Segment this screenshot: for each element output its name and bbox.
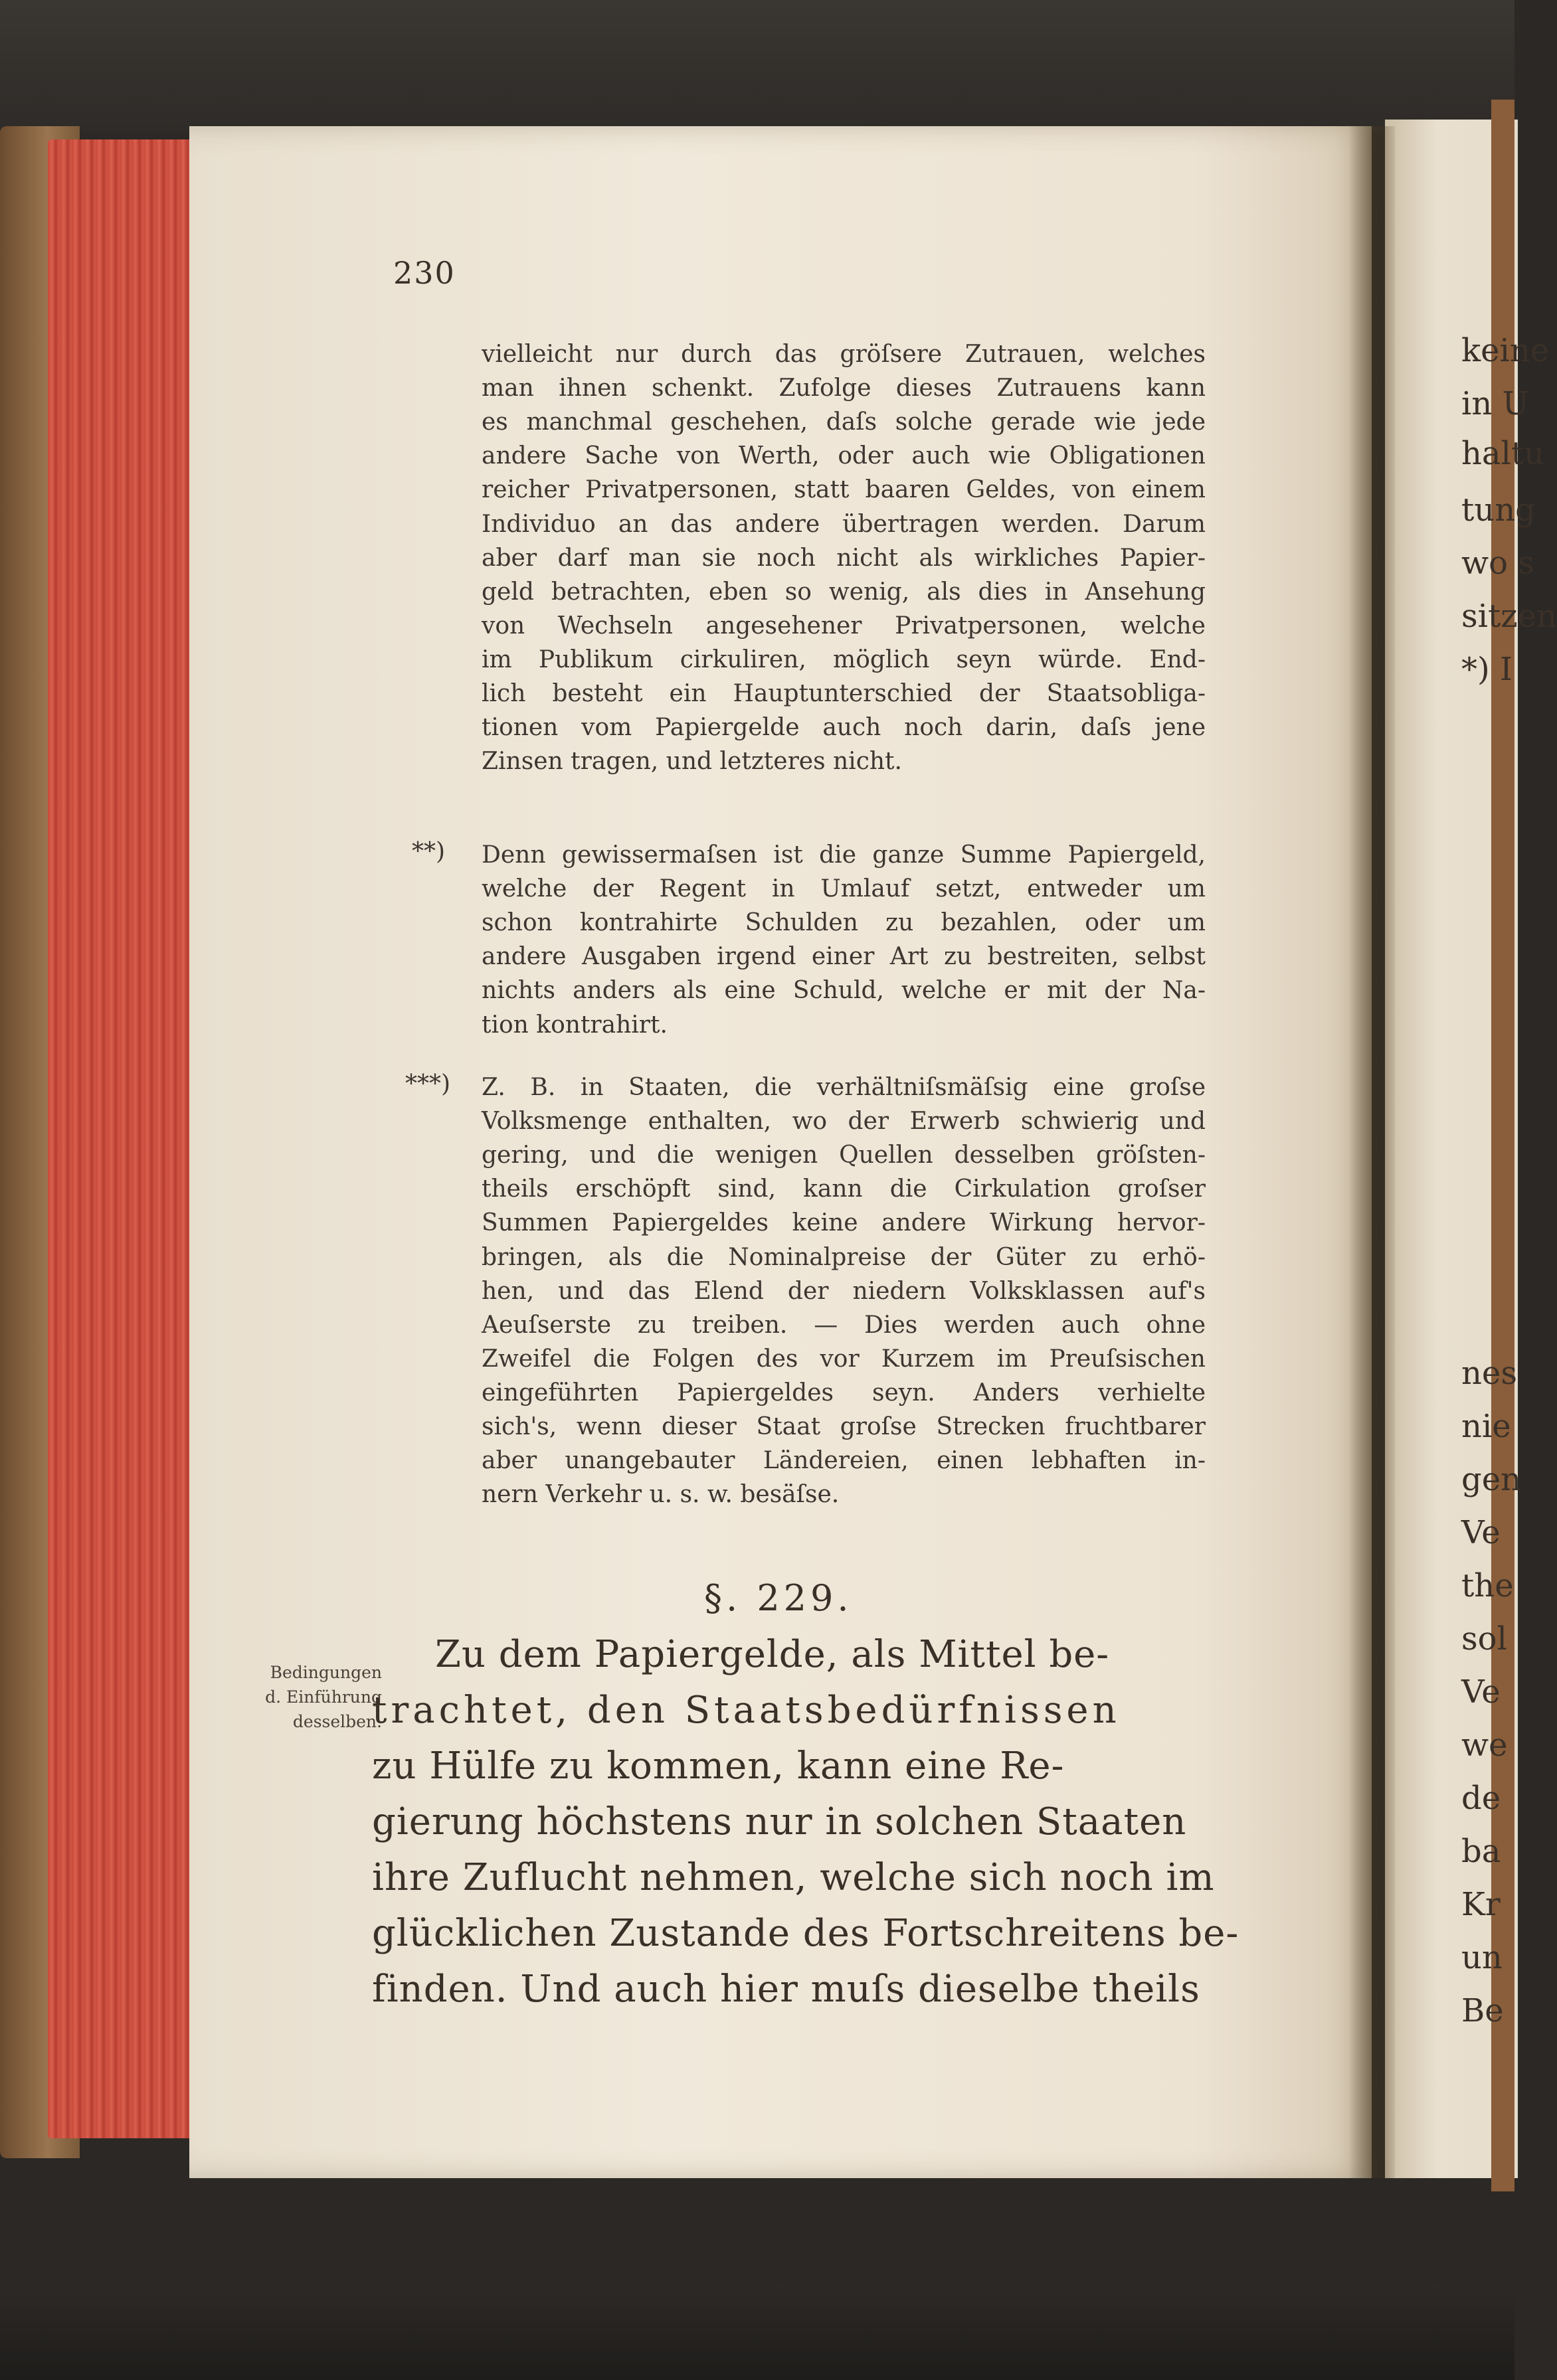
footnote-line: aber darf man sie noch nicht als wirkliches Papier- <box>482 544 1206 572</box>
footnote-line: andere Sache von Werth, oder auch wie Obligationen <box>482 442 1206 470</box>
footnote-line: bringen, als die Nominalpreise der Güter zu erhö- <box>482 1243 1206 1271</box>
footnote-line: theils erschöpft sind, kann die Cirkulation groſser <box>482 1175 1206 1203</box>
footnote-line: eingeführten Papiergeldes seyn. Anders verhielte <box>482 1379 1206 1406</box>
footnote-continued <box>482 337 1206 778</box>
footnote-line: hen, und das Elend der niedern Volksklassen auf's <box>482 1277 1206 1305</box>
footnote-line: Individuo an das andere übertragen werden. Darum <box>482 510 1206 538</box>
footnote-line: von Wechseln angesehener Privatpersonen, welche <box>482 612 1206 639</box>
footnote-line: andere Ausgaben irgend einer Art zu bestreiten, selbst <box>482 943 1206 971</box>
right-page-fragment: gen <box>1461 1461 1522 1498</box>
body-line: gierung höchstens nur in solchen Staaten <box>372 1800 1187 1843</box>
footnote-marker: ***) <box>405 1070 451 1098</box>
right-page-fragment: nes <box>1461 1355 1517 1392</box>
margin-note-line: desselben. <box>292 1712 382 1731</box>
right-page-fragment: Ve <box>1461 1673 1501 1711</box>
footnote-line: gering, und die wenigen Quellen desselben gröſsten- <box>482 1142 1206 1169</box>
footnote-line: tion kontrahirt. <box>482 1011 668 1039</box>
margin-note-line: Bedingungen <box>270 1663 382 1682</box>
footnote-line: im Publikum cirkuliren, möglich seyn würde. End- <box>482 645 1206 673</box>
body-line: glücklichen Zustande des Fortschreitens be- <box>372 1912 1239 1955</box>
right-page-fragment: in U <box>1461 385 1529 422</box>
body-line: ihre Zuflucht nehmen, welche sich noch im <box>372 1856 1215 1899</box>
footnote-line: tionen vom Papiergelde auch noch darin, daſs jene <box>482 714 1206 742</box>
right-page-fragment: Kr <box>1461 1886 1501 1923</box>
footnote-line: nern Verkehr u. s. w. besäſse. <box>482 1481 840 1509</box>
right-page-fragment: the <box>1461 1567 1514 1604</box>
right-page-fragment: keine <box>1461 332 1550 369</box>
footnote-line: nichts anders als eine Schuld, welche er mit der Na- <box>482 977 1206 1005</box>
right-page-fragment: sol <box>1461 1620 1507 1658</box>
page-number: 230 <box>393 255 456 291</box>
right-page-fragment: tung <box>1461 491 1536 529</box>
footnote-line: aber unangebauter Ländereien, einen lebhaften in- <box>482 1447 1206 1475</box>
right-page-fragment: nie <box>1461 1408 1511 1445</box>
right-page-fragment: Ve <box>1461 1514 1501 1551</box>
right-page-fragment: we <box>1461 1727 1508 1764</box>
footnote-line: welche der Regent in Umlauf setzt, entweder um <box>482 875 1206 903</box>
body-line: zu Hülfe zu kommen, kann eine Re- <box>372 1744 1065 1788</box>
right-page-fragment: wo s <box>1461 545 1534 582</box>
footnote-line: Aeuſserste zu treiben. — Dies werden auch ohne <box>482 1311 1206 1339</box>
body-line: Zu dem Papiergelde, als Mittel be- <box>435 1633 1110 1676</box>
footnote-line: Volksmenge enthalten, wo der Erwerb schwierig und <box>482 1108 1206 1136</box>
footnote-line: Summen Papiergeldes keine andere Wirkung hervor- <box>482 1209 1206 1237</box>
footnote-line: Zweifel die Folgen des vor Kurzem im Preuſsischen <box>482 1345 1206 1373</box>
footnote-line: lich besteht ein Hauptunterschied der Staatsobliga- <box>482 680 1206 708</box>
section-heading: §. 229. <box>704 1577 853 1619</box>
footnote-line: Denn gewissermaſsen ist die ganze Summe Papiergeld, <box>482 841 1206 869</box>
body-paragraph <box>372 1627 1239 2017</box>
body-line: finden. Und auch hier muſs dieselbe theils <box>372 1968 1200 2011</box>
footnote-line: man ihnen schenkt. Zufolge dieses Zutrauens kann <box>482 375 1206 402</box>
footnote-line: geld betrachten, eben so wenig, als dies in Ansehung <box>482 578 1206 606</box>
right-page-fragment: ba <box>1461 1833 1501 1870</box>
gutter-shadow <box>1348 126 1395 2178</box>
footnote-line: Z. B. in Staaten, die verhältniſsmäſsig eine groſse <box>482 1074 1206 1101</box>
footnote-line: Zinsen tragen, und letzteres nicht. <box>482 748 902 776</box>
body-line: trachtet, den Staatsbedürfnissen <box>372 1689 1121 1732</box>
right-page-fragment: Be <box>1461 1992 1504 2029</box>
backdrop <box>0 0 1514 133</box>
footnote-line: schon kontrahirte Schulden zu bezahlen, oder um <box>482 909 1206 937</box>
right-page-fragment: de <box>1461 1780 1501 1817</box>
footnote-3 <box>482 1070 1206 1511</box>
right-page-fragment: un <box>1461 1939 1503 1976</box>
page-edges <box>48 139 204 2138</box>
margin-note-line: d. Einführung <box>265 1687 382 1707</box>
right-page-fragment: sitzen <box>1461 598 1557 635</box>
right-page-fragment: haltu <box>1461 435 1545 472</box>
backdrop-bottom <box>0 2284 1514 2380</box>
footnote-line: sich's, wenn dieser Staat groſse Strecken fruchtbarer <box>482 1413 1206 1441</box>
footnote-line: es manchmal geschehen, daſs solche gerade wie jede <box>482 408 1206 436</box>
footnote-line: vielleicht nur durch das gröſsere Zutrauen, welches <box>482 341 1206 368</box>
footnote-line: reicher Privatpersonen, statt baaren Geldes, von einem <box>482 476 1206 504</box>
margin-note <box>229 1660 382 1734</box>
footnote-marker: **) <box>412 838 446 865</box>
footnote-2 <box>482 838 1206 1042</box>
right-page-fragment: *) I <box>1461 651 1512 688</box>
